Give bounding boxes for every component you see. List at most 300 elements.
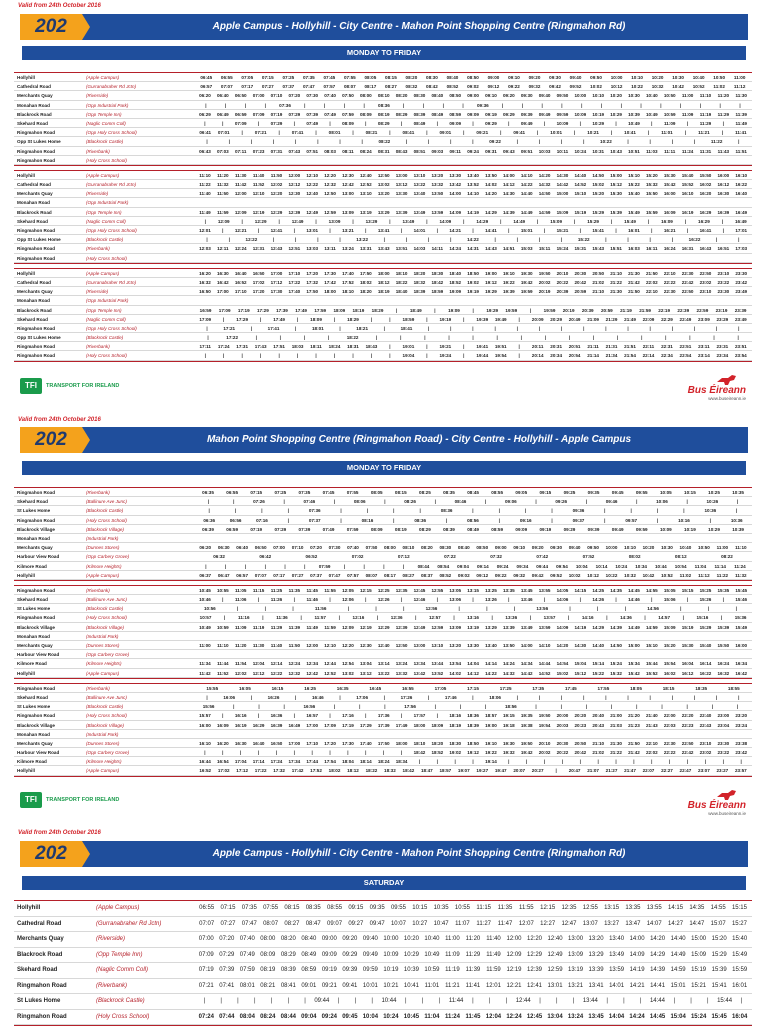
departure-time: 15:06 <box>663 597 676 603</box>
departure-time: 15:32 <box>610 670 622 676</box>
departure-time: | <box>555 768 557 774</box>
departure-time: 17:26 <box>400 694 413 700</box>
departure-time: 16:22 <box>688 237 701 243</box>
departure-time: 18:43 <box>365 344 378 350</box>
stop-name: Ringmahon Road <box>17 615 56 621</box>
departure-time: 08:27 <box>402 572 415 578</box>
departure-time: | <box>223 353 225 359</box>
stop-note: (Gurranabraher Rd Jctn) <box>86 84 137 90</box>
departure-time: 07:03 <box>216 148 229 154</box>
departure-time: | <box>683 508 685 514</box>
departure-time: 15:04 <box>670 1013 686 1020</box>
departure-time: 12:42 <box>342 182 354 188</box>
departure-time: 14:06 <box>556 597 569 603</box>
departure-time: 17:02 <box>252 279 265 285</box>
departure-time: 11:50 <box>288 643 301 648</box>
departure-time: 07:00 <box>198 936 214 942</box>
departure-time: 11:40 <box>252 172 265 178</box>
timetable-row <box>14 244 752 253</box>
departure-time: 09:59 <box>556 111 569 117</box>
departure-time: 19:09 <box>448 307 460 313</box>
departure-time: 08:39 <box>280 967 296 973</box>
departure-time: 15:36 <box>734 615 747 621</box>
departure-time: 17:54 <box>324 759 336 765</box>
timetable-row <box>14 543 752 552</box>
departure-times <box>196 351 750 360</box>
departure-time: 11:00 <box>445 936 460 942</box>
stop-note: (Industrial Park) <box>86 633 119 639</box>
stop-note: (Blackrock Village) <box>86 526 124 532</box>
stop-name: Ringmahon Road <box>17 490 56 495</box>
departure-time: | <box>597 759 599 765</box>
departure-time: | <box>329 120 331 126</box>
stop-name: St Lukes Home <box>17 508 51 514</box>
tfi-badge: TFI <box>20 378 42 394</box>
departure-time: 17:50 <box>306 289 319 295</box>
departure-time: 10:39 <box>628 111 640 117</box>
departure-time: 21:19 <box>620 307 632 313</box>
departure-time: 08:05 <box>364 75 377 80</box>
departure-time: 14:15 <box>574 587 587 593</box>
departure-time: | <box>427 237 430 243</box>
departure-time: | <box>400 713 403 719</box>
departure-time: 18:42 <box>431 279 444 285</box>
departure-time: 09:52 <box>569 84 582 90</box>
departure-time: 08:20 <box>395 93 408 99</box>
departure-time: 06:36 <box>203 517 216 523</box>
timetable-row <box>14 659 752 668</box>
departure-time: 13:35 <box>502 587 515 593</box>
departure-time: 15:20 <box>592 191 605 197</box>
departure-times <box>196 604 750 613</box>
departure-time: 08:59 <box>301 967 317 973</box>
timetable-row <box>14 91 752 100</box>
departure-time: 14:10 <box>520 172 533 178</box>
departure-time: 07:29 <box>270 120 283 126</box>
departure-time: | <box>295 237 297 243</box>
timetable-row <box>14 604 752 613</box>
departure-time: | <box>538 325 541 331</box>
departure-time: 15:46 <box>735 597 748 603</box>
departure-time: 11:21 <box>698 130 710 136</box>
departure-time: 07:47 <box>241 920 257 927</box>
departure-time: | <box>520 335 522 341</box>
departure-time: 18:22 <box>395 279 408 285</box>
departure-time: | <box>636 704 638 710</box>
departure-time: 12:20 <box>527 936 543 942</box>
departure-time: 08:07 <box>263 920 279 927</box>
departure-time: 08:41 <box>280 982 296 989</box>
departure-time: 10:01 <box>550 130 563 136</box>
departure-time: 08:59 <box>449 111 462 117</box>
departure-time: 09:00 <box>487 75 500 80</box>
departure-time: 22:43 <box>699 722 712 728</box>
departure-time: 12:25 <box>377 587 390 593</box>
departure-time: 12:50 <box>377 172 390 178</box>
departure-time: 12:30 <box>342 172 354 178</box>
departure-time: | <box>203 998 206 1004</box>
departure-time: 22:50 <box>699 270 712 276</box>
departure-time: 14:04 <box>608 1013 625 1020</box>
departure-time: | <box>579 228 581 233</box>
departure-time: | <box>361 139 363 145</box>
departure-time: | <box>673 998 676 1004</box>
departure-time: 16:12 <box>681 670 694 676</box>
departure-time: 09:15 <box>348 905 364 911</box>
departure-time: | <box>293 228 295 233</box>
departure-time: 14:40 <box>592 643 605 648</box>
departure-time: 21:42 <box>628 279 640 285</box>
departure-time: | <box>405 237 408 243</box>
departure-time: | <box>225 563 227 569</box>
departure-time: 15:25 <box>699 587 712 593</box>
departure-time: 12:04 <box>252 661 265 667</box>
timetable-row <box>14 669 752 678</box>
departure-time: 08:03 <box>324 148 336 154</box>
departure-time: | <box>426 344 428 350</box>
departure-time: 14:45 <box>628 587 640 593</box>
stop-note: (Blackrock Castle) <box>86 335 124 341</box>
departure-time: 17:10 <box>288 270 301 276</box>
departure-time: 09:55 <box>635 490 648 495</box>
departure-time: 15:21 <box>556 228 569 233</box>
departure-time: | <box>424 335 426 341</box>
stop-note: (Ballinure Ave Junc) <box>86 597 127 603</box>
departure-time: 06:20 <box>199 93 211 99</box>
departure-time: 21:07 <box>587 768 599 774</box>
departure-time: 08:01 <box>239 982 255 989</box>
departure-time: 21:50 <box>628 289 640 295</box>
departure-time: 07:10 <box>291 545 304 551</box>
departure-time: 14:57 <box>658 615 671 621</box>
departure-time: | <box>644 615 646 621</box>
departure-time: 23:29 <box>716 316 729 322</box>
departure-time: 18:03 <box>291 344 304 350</box>
departure-time: | <box>262 615 264 621</box>
departure-time: 09:19 <box>539 526 552 532</box>
departure-time: 07:32 <box>490 554 502 560</box>
departure-time: | <box>560 139 563 145</box>
departure-time: 10:44 <box>381 998 397 1004</box>
stop-name: Cathedral Road <box>17 84 51 90</box>
departure-time: | <box>462 102 464 108</box>
departure-time: | <box>722 120 724 126</box>
departure-time: 09:34 <box>516 563 529 569</box>
departure-time: | <box>722 759 724 765</box>
departure-time: 13:19 <box>359 209 372 215</box>
departure-time: 15:52 <box>645 670 658 676</box>
departure-time: 09:20 <box>342 936 358 942</box>
departure-time: 23:10 <box>699 740 712 746</box>
departure-time: 09:20 <box>502 93 515 99</box>
departure-time: | <box>543 759 546 765</box>
timetable-row <box>14 901 752 917</box>
departure-time: 12:19 <box>359 624 372 630</box>
departure-time: 10:59 <box>216 624 229 630</box>
departure-time: | <box>680 606 682 612</box>
departure-time: 15:50 <box>645 191 658 197</box>
departure-time: | <box>400 228 403 233</box>
departure-time: 18:09 <box>310 316 322 322</box>
departure-time: 15:52 <box>681 182 694 188</box>
departure-time: | <box>597 606 599 612</box>
departure-time: 15:05 <box>663 587 676 593</box>
departure-time: 16:51 <box>717 246 730 252</box>
departure-time: 07:24 <box>198 1013 214 1020</box>
stop-name: Harbour View Road <box>17 652 60 658</box>
departure-time: 09:24 <box>467 148 479 154</box>
departure-time: | <box>623 998 625 1004</box>
departure-time: 19:32 <box>502 750 515 756</box>
departure-time: 22:02 <box>645 279 658 285</box>
departure-time: | <box>293 713 295 719</box>
departure-time: | <box>393 508 395 514</box>
departure-time: | <box>516 694 518 700</box>
departure-time: 14:41 <box>485 228 497 233</box>
departure-time: | <box>707 606 710 612</box>
departure-time: 21:27 <box>605 768 618 774</box>
departure-time: 17:36 <box>377 713 390 719</box>
departure-time: 18:36 <box>467 713 479 719</box>
departure-time: 10:24 <box>615 563 628 569</box>
timetable-row <box>14 226 752 235</box>
timetable-row <box>14 721 752 730</box>
departure-time: 22:03 <box>663 722 676 728</box>
departure-time: 12:50 <box>324 191 336 197</box>
departure-time: 21:40 <box>645 713 658 719</box>
stop-note: (Riverside) <box>86 93 109 99</box>
stop-note: (Riverbank) <box>86 148 110 154</box>
departure-times <box>196 669 750 678</box>
departure-time: 13:42 <box>449 182 462 188</box>
departure-time: 08:37 <box>420 572 433 578</box>
departure-time: | <box>472 508 474 514</box>
departure-time: 23:30 <box>717 740 730 746</box>
departure-times <box>196 543 750 552</box>
departure-time: | <box>627 325 629 331</box>
departure-time: | <box>736 508 738 514</box>
departure-time: 13:04 <box>547 1013 563 1020</box>
departure-time: | <box>707 998 709 1004</box>
departure-time: 10:34 <box>635 563 647 569</box>
departure-time: 17:30 <box>324 270 336 276</box>
departure-time: 10:12 <box>587 572 599 578</box>
departure-time: 20:29 <box>550 316 563 322</box>
departure-time: 17:21 <box>223 325 236 331</box>
departure-time: | <box>436 228 438 233</box>
departure-time: 12:07 <box>518 920 534 927</box>
departure-time: 19:47 <box>494 768 507 774</box>
tfi-logo <box>20 378 119 394</box>
departure-time: 14:25 <box>592 587 605 593</box>
departure-time: 15:22 <box>628 182 640 188</box>
departure-time: 15:09 <box>691 951 707 958</box>
departure-time: | <box>365 713 367 719</box>
departure-time: 17:10 <box>306 740 319 746</box>
departure-time: | <box>427 139 430 145</box>
timetable-row <box>14 613 752 622</box>
departure-time: 23:14 <box>698 353 710 359</box>
departure-time: 23:42 <box>735 279 748 285</box>
stop-note: (Dunnes Stores) <box>86 545 120 551</box>
stop-name: Merchants Quay <box>17 936 64 942</box>
departure-time: 22:51 <box>679 344 692 350</box>
departure-time: | <box>458 606 460 612</box>
stop-note: (Riverbank) <box>86 246 110 252</box>
departure-time: 11:45 <box>465 1013 481 1020</box>
departure-time: | <box>204 353 206 359</box>
departure-time: 18:50 <box>467 740 479 746</box>
stop-name: Cathedral Road <box>17 920 62 927</box>
departure-time: 14:19 <box>629 967 645 973</box>
departure-time: 16:36 <box>270 713 283 719</box>
departure-time: 13:12 <box>359 670 372 676</box>
departure-time: 11:09 <box>681 111 694 117</box>
departure-time: | <box>333 704 336 710</box>
departure-time: 06:49 <box>216 111 229 117</box>
departure-time: 10:49 <box>628 120 640 126</box>
departure-time: 13:00 <box>342 191 354 197</box>
departure-time: 12:55 <box>582 905 598 911</box>
departure-time: 13:59 <box>431 209 444 215</box>
departure-time: | <box>450 325 452 331</box>
departure-time: 08:41 <box>402 130 415 136</box>
departure-time: | <box>396 307 398 313</box>
departure-time: 18:16 <box>449 713 462 719</box>
departure-time: | <box>671 139 673 145</box>
departure-time: 07:37 <box>310 572 322 578</box>
departure-time: | <box>610 704 613 710</box>
route-title: Mahon Point Shopping Centre (Ringmahon Road) - City Centre - Hollyhill - Apple Campus <box>206 434 632 445</box>
departure-time: 09:01 <box>301 982 317 989</box>
departure-time: 18:09 <box>431 722 444 728</box>
timetable-row <box>14 235 752 244</box>
departure-time: | <box>257 597 260 603</box>
departure-time: 13:47 <box>625 920 641 927</box>
departure-time: 09:16 <box>519 517 532 523</box>
departure-time: 10:55 <box>454 905 470 911</box>
departure-time: 07:52 <box>582 554 595 560</box>
departure-time: 15:00 <box>691 936 707 942</box>
departure-time: 15:49 <box>624 218 636 224</box>
departure-time: 16:10 <box>681 191 694 197</box>
stop-name: Ringmahon Road <box>17 517 56 523</box>
departure-time: | <box>244 102 247 108</box>
departure-time: 12:39 <box>395 624 408 630</box>
departure-time: 17:20 <box>324 740 336 746</box>
departure-time: 09:24 <box>496 563 509 569</box>
departure-times <box>196 488 750 497</box>
departure-time: 10:04 <box>575 563 588 569</box>
departure-time: 09:12 <box>476 572 489 578</box>
departure-time: 13:52 <box>431 670 444 676</box>
departure-time: | <box>516 237 518 243</box>
departure-time: 06:56 <box>229 517 242 523</box>
departure-time: 22:19 <box>658 307 671 313</box>
departure-time: 10:40 <box>424 936 440 942</box>
departure-time: 22:10 <box>645 740 658 746</box>
stop-note: (Kilmore Heights) <box>86 661 122 667</box>
departure-time: 17:14 <box>252 759 265 765</box>
departure-time: 09:51 <box>520 148 533 154</box>
departure-time: 12:00 <box>506 936 522 942</box>
departure-time: | <box>560 704 562 710</box>
departure-time: 09:10 <box>485 93 497 99</box>
departure-time: 15:24 <box>556 246 569 252</box>
departure-time: 23:54 <box>734 353 747 359</box>
departure-time: 16:21 <box>663 228 676 233</box>
departure-time: 17:50 <box>359 270 372 276</box>
departure-time: 18:59 <box>402 316 415 322</box>
departure-time: 11:39 <box>465 967 481 973</box>
departure-time: 10:04 <box>362 1013 379 1020</box>
departure-time: 08:40 <box>457 545 470 551</box>
departure-time: 16:35 <box>336 685 349 691</box>
timetable-row <box>14 171 752 180</box>
departure-time: 14:39 <box>650 967 666 973</box>
departure-time: 11:42 <box>234 182 247 188</box>
departure-time: 12:40 <box>306 191 319 197</box>
departure-time: 13:22 <box>377 670 390 676</box>
departure-time: 22:20 <box>681 713 694 719</box>
departure-time: 11:24 <box>681 148 694 154</box>
departure-time: 12:00 <box>288 172 301 178</box>
departure-time: 16:57 <box>306 713 319 719</box>
stop-note: (Apple Campus) <box>86 75 120 80</box>
departure-time: 14:19 <box>574 624 587 630</box>
departure-time: 11:42 <box>199 670 211 676</box>
stop-name: Cathedral Road <box>17 182 51 188</box>
departure-time: | <box>261 508 263 514</box>
departure-time: 10:32 <box>624 572 636 578</box>
departure-time: 14:20 <box>485 191 497 197</box>
timetable-row <box>14 730 752 739</box>
departure-time: | <box>686 228 689 233</box>
departure-time: | <box>223 316 225 322</box>
departure-time: 08:20 <box>405 75 418 80</box>
departure-time: 19:38 <box>520 722 533 728</box>
departure-time: 11:20 <box>717 93 730 99</box>
departure-time: 08:40 <box>446 75 459 80</box>
timetable-row <box>14 333 752 342</box>
departure-time: 11:10 <box>217 643 229 648</box>
departure-time: 16:52 <box>199 768 212 774</box>
stop-note: (Opp Industrial Park) <box>86 200 129 206</box>
departure-time: 18:00 <box>377 270 390 276</box>
departure-time: 23:49 <box>734 316 747 322</box>
departure-time: | <box>560 325 563 331</box>
departure-time: 14:59 <box>645 624 658 630</box>
departure-time: 14:32 <box>502 670 515 676</box>
departure-time: 11:09 <box>445 951 460 958</box>
departure-time: | <box>436 759 438 765</box>
departure-time: | <box>538 139 541 145</box>
departure-time: 07:57 <box>323 84 336 90</box>
departure-time: | <box>204 750 206 756</box>
departure-time: 15:29 <box>699 624 712 630</box>
departure-time: 21:34 <box>605 353 618 359</box>
departure-time: 14:34 <box>520 661 533 667</box>
departure-time: 16:06 <box>223 694 236 700</box>
departure-time: 13:29 <box>588 951 604 958</box>
departure-time: 11:44 <box>448 998 464 1004</box>
departure-time: 10:29 <box>403 951 419 958</box>
departure-time: 18:40 <box>449 270 462 276</box>
departure-time: 09:39 <box>587 526 600 532</box>
stop-name: Blackrock Road <box>17 209 52 215</box>
departure-time: 06:39 <box>202 526 214 532</box>
departure-time: 14:26 <box>592 597 605 603</box>
